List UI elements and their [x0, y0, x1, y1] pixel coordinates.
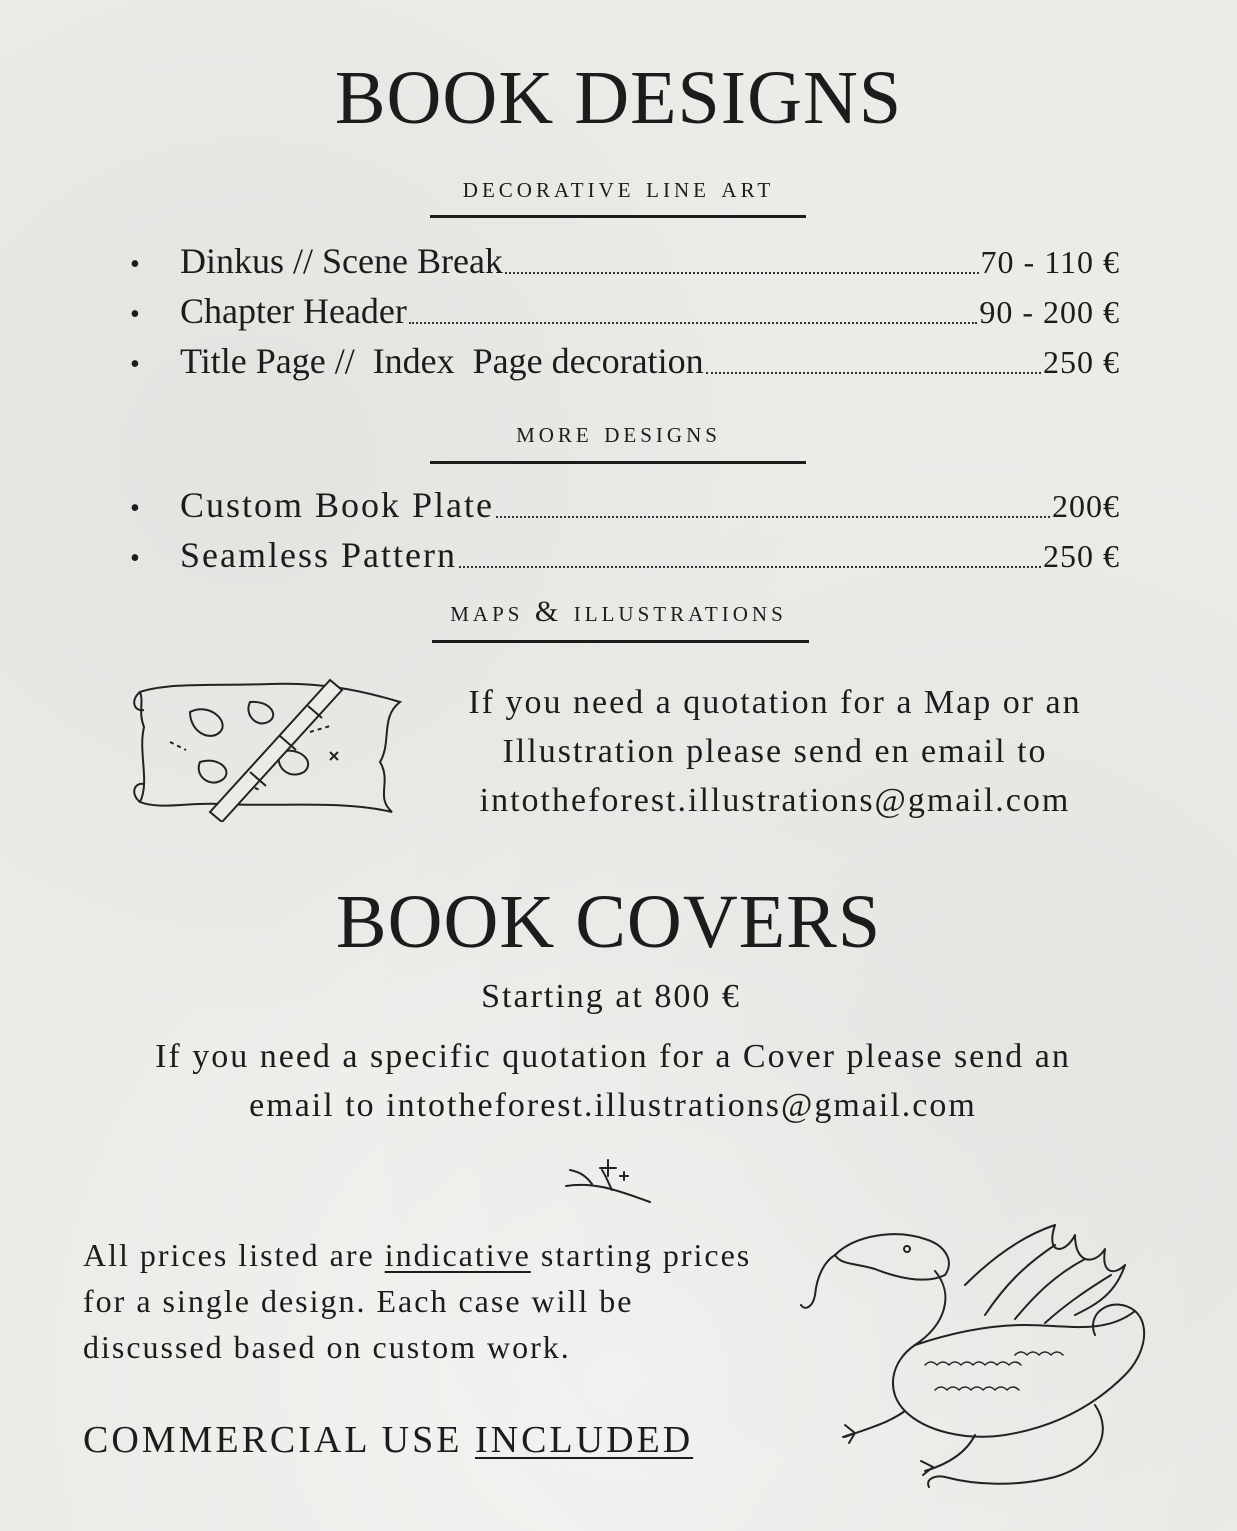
item-label: Title Page // Index Page decoration: [180, 341, 704, 381]
item-price: 70 - 110 €: [980, 244, 1120, 280]
price-row: [130, 484, 1120, 528]
commercial-use-text: [83, 1416, 693, 1465]
leader-dots: [459, 565, 1041, 568]
note-text: All prices listed are: [83, 1237, 385, 1273]
bullet: •: [130, 299, 140, 330]
maps-quote-text: [420, 678, 1130, 825]
bullet: •: [130, 543, 142, 574]
covers-starting-price: Starting at 800 €: [481, 978, 741, 1015]
covers-quote-text: [0, 1032, 1226, 1130]
pricing-note: [83, 1232, 823, 1370]
item-label: Chapter Header: [180, 291, 407, 331]
branch-sparkle-icon: [562, 1152, 654, 1208]
note-text: starting prices: [530, 1237, 752, 1273]
section-heading-more: more designs: [516, 416, 721, 449]
section-rule: [432, 640, 809, 643]
leader-dots: [409, 321, 977, 324]
covers-line-1: If you need a specific quotation for a Cover please send an: [155, 1038, 1071, 1075]
section-rule: [430, 215, 806, 218]
page-title-book-covers: BOOK COVERS: [335, 880, 882, 964]
note-line-1: [83, 1232, 823, 1278]
leader-dots: [706, 371, 1041, 374]
maps-line-2: Illustration please send en email to: [502, 733, 1048, 770]
map-scroll-telescope-icon: [130, 672, 410, 822]
bullet: •: [130, 493, 142, 524]
item-price: 200€: [1052, 488, 1120, 524]
item-label: Custom Book Plate: [180, 485, 495, 525]
item-price: 250 €: [1043, 344, 1120, 380]
page-title-book-designs: BOOK DESIGNS: [334, 56, 903, 140]
covers-line-2: email to intotheforest.illustrations@gmail.com: [249, 1087, 977, 1124]
price-row: [130, 240, 1120, 284]
item-price: 250 €: [1043, 538, 1120, 574]
section-rule: [430, 461, 806, 464]
item-price: 90 - 200 €: [979, 294, 1120, 330]
item-label: Seamless Pattern: [180, 535, 457, 575]
note-line-2: for a single design. Each case will be: [83, 1283, 634, 1319]
price-row: [130, 340, 1120, 384]
bullet: •: [130, 349, 140, 380]
note-line-3: discussed based on custom work.: [83, 1329, 571, 1365]
maps-line-1: If you need a quotation for a Map or an: [468, 684, 1082, 721]
item-label: Dinkus // Scene Break: [180, 241, 503, 281]
leader-dots: [505, 271, 979, 274]
section-heading-maps: maps & illustrations: [450, 595, 787, 628]
maps-email: intotheforest.illustrations@gmail.com: [479, 782, 1071, 819]
section-heading-decorative: decorative line art: [462, 171, 775, 204]
commercial-underlined: INCLUDED: [474, 1419, 694, 1461]
price-row: [130, 534, 1120, 578]
dragon-illustration-icon: [795, 1215, 1165, 1515]
note-underlined: indicative: [384, 1237, 531, 1273]
price-row: [130, 290, 1120, 334]
commercial-text: COMMERCIAL USE: [83, 1419, 475, 1461]
bullet: •: [130, 249, 140, 280]
leader-dots: [496, 515, 1050, 518]
